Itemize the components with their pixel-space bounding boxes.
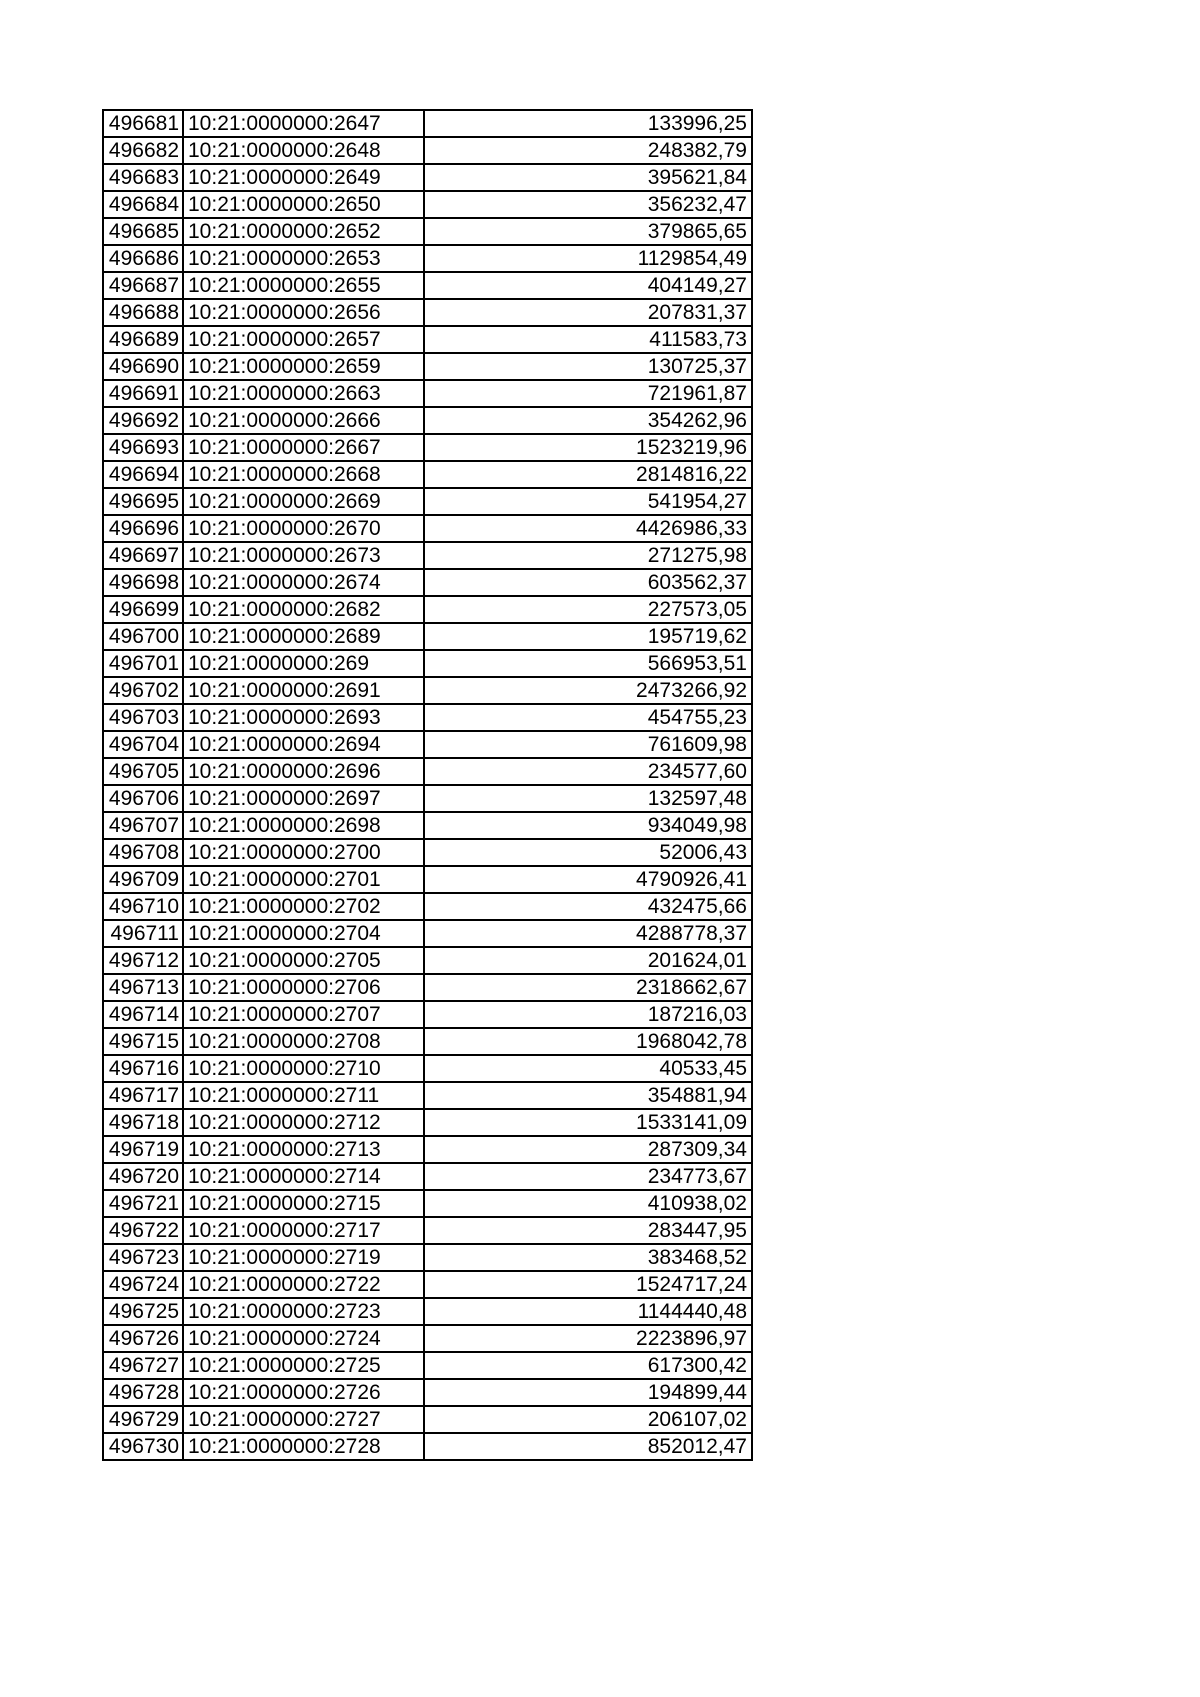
row-number-cell: 496685 (103, 218, 183, 245)
cadastral-number-cell: 10:21:0000000:2696 (183, 758, 424, 785)
table-row (103, 1217, 752, 1244)
cadastral-number-cell: 10:21:0000000:2673 (183, 542, 424, 569)
table-row (103, 488, 752, 515)
table-row (103, 353, 752, 380)
row-number-cell: 496721 (103, 1190, 183, 1217)
value-cell: 541954,27 (424, 488, 752, 515)
table-row (103, 542, 752, 569)
value-cell: 234577,60 (424, 758, 752, 785)
table-row (103, 1190, 752, 1217)
value-cell: 187216,03 (424, 1001, 752, 1028)
row-number-cell: 496707 (103, 812, 183, 839)
value-cell: 383468,52 (424, 1244, 752, 1271)
table-row (103, 947, 752, 974)
row-number-cell: 496701 (103, 650, 183, 677)
table-row (103, 1001, 752, 1028)
row-number-cell: 496694 (103, 461, 183, 488)
table-row (103, 704, 752, 731)
cadastral-number-cell: 10:21:0000000:2657 (183, 326, 424, 353)
value-cell: 1968042,78 (424, 1028, 752, 1055)
value-cell: 2318662,67 (424, 974, 752, 1001)
cadastral-number-cell: 10:21:0000000:2728 (183, 1433, 424, 1460)
value-cell: 761609,98 (424, 731, 752, 758)
cadastral-number-cell: 10:21:0000000:2652 (183, 218, 424, 245)
cadastral-number-cell: 10:21:0000000:269 (183, 650, 424, 677)
cadastral-number-cell: 10:21:0000000:2697 (183, 785, 424, 812)
table-row (103, 1109, 752, 1136)
value-cell: 132597,48 (424, 785, 752, 812)
cadastral-number-cell: 10:21:0000000:2706 (183, 974, 424, 1001)
table-row (103, 1379, 752, 1406)
table-row (103, 974, 752, 1001)
cadastral-number-cell: 10:21:0000000:2682 (183, 596, 424, 623)
cadastral-number-cell: 10:21:0000000:2713 (183, 1136, 424, 1163)
value-cell: 721961,87 (424, 380, 752, 407)
row-number-cell: 496700 (103, 623, 183, 650)
table-row (103, 1433, 752, 1460)
cadastral-number-cell: 10:21:0000000:2659 (183, 353, 424, 380)
value-cell: 410938,02 (424, 1190, 752, 1217)
cadastral-number-cell: 10:21:0000000:2705 (183, 947, 424, 974)
table-row (103, 785, 752, 812)
row-number-cell: 496724 (103, 1271, 183, 1298)
cadastral-number-cell: 10:21:0000000:2726 (183, 1379, 424, 1406)
cadastral-number-cell: 10:21:0000000:2714 (183, 1163, 424, 1190)
data-table (102, 109, 753, 1461)
table-row (103, 677, 752, 704)
table-row (103, 1163, 752, 1190)
row-number-cell: 496697 (103, 542, 183, 569)
row-number-cell: 496725 (103, 1298, 183, 1325)
table-row (103, 1325, 752, 1352)
value-cell: 1524717,24 (424, 1271, 752, 1298)
row-number-cell: 496715 (103, 1028, 183, 1055)
value-cell: 283447,95 (424, 1217, 752, 1244)
row-number-cell: 496726 (103, 1325, 183, 1352)
row-number-cell: 496714 (103, 1001, 183, 1028)
table-row (103, 650, 752, 677)
value-cell: 1523219,96 (424, 434, 752, 461)
row-number-cell: 496688 (103, 299, 183, 326)
value-cell: 287309,34 (424, 1136, 752, 1163)
value-cell: 195719,62 (424, 623, 752, 650)
row-number-cell: 496730 (103, 1433, 183, 1460)
table-row (103, 623, 752, 650)
table-row (103, 1028, 752, 1055)
table-row (103, 731, 752, 758)
row-number-cell: 496728 (103, 1379, 183, 1406)
cadastral-number-cell: 10:21:0000000:2698 (183, 812, 424, 839)
row-number-cell: 496703 (103, 704, 183, 731)
table-row (103, 137, 752, 164)
table-row (103, 110, 752, 137)
cadastral-number-cell: 10:21:0000000:2667 (183, 434, 424, 461)
value-cell: 4426986,33 (424, 515, 752, 542)
cadastral-number-cell: 10:21:0000000:2724 (183, 1325, 424, 1352)
value-cell: 206107,02 (424, 1406, 752, 1433)
cadastral-number-cell: 10:21:0000000:2653 (183, 245, 424, 272)
value-cell: 2814816,22 (424, 461, 752, 488)
value-cell: 379865,65 (424, 218, 752, 245)
cadastral-number-cell: 10:21:0000000:2656 (183, 299, 424, 326)
row-number-cell: 496691 (103, 380, 183, 407)
value-cell: 201624,01 (424, 947, 752, 974)
cadastral-number-cell: 10:21:0000000:2648 (183, 137, 424, 164)
cadastral-number-cell: 10:21:0000000:2693 (183, 704, 424, 731)
row-number-cell: 496717 (103, 1082, 183, 1109)
cadastral-number-cell: 10:21:0000000:2704 (183, 920, 424, 947)
table-row (103, 380, 752, 407)
value-cell: 234773,67 (424, 1163, 752, 1190)
table-row (103, 920, 752, 947)
row-number-cell: 496690 (103, 353, 183, 380)
value-cell: 2223896,97 (424, 1325, 752, 1352)
value-cell: 404149,27 (424, 272, 752, 299)
cadastral-number-cell: 10:21:0000000:2723 (183, 1298, 424, 1325)
table-row (103, 893, 752, 920)
cadastral-number-cell: 10:21:0000000:2666 (183, 407, 424, 434)
cadastral-number-cell: 10:21:0000000:2722 (183, 1271, 424, 1298)
row-number-cell: 496696 (103, 515, 183, 542)
cadastral-number-cell: 10:21:0000000:2669 (183, 488, 424, 515)
row-number-cell: 496710 (103, 893, 183, 920)
cadastral-number-cell: 10:21:0000000:2700 (183, 839, 424, 866)
cadastral-number-cell: 10:21:0000000:2670 (183, 515, 424, 542)
table-row (103, 1271, 752, 1298)
cadastral-number-cell: 10:21:0000000:2649 (183, 164, 424, 191)
row-number-cell: 496699 (103, 596, 183, 623)
row-number-cell: 496683 (103, 164, 183, 191)
cadastral-number-cell: 10:21:0000000:2717 (183, 1217, 424, 1244)
value-cell: 354262,96 (424, 407, 752, 434)
cadastral-number-cell: 10:21:0000000:2650 (183, 191, 424, 218)
row-number-cell: 496719 (103, 1136, 183, 1163)
row-number-cell: 496708 (103, 839, 183, 866)
cadastral-number-cell: 10:21:0000000:2701 (183, 866, 424, 893)
table-row (103, 191, 752, 218)
row-number-cell: 496720 (103, 1163, 183, 1190)
row-number-cell: 496692 (103, 407, 183, 434)
row-number-cell: 496687 (103, 272, 183, 299)
row-number-cell: 496684 (103, 191, 183, 218)
row-number-cell: 496729 (103, 1406, 183, 1433)
value-cell: 207831,37 (424, 299, 752, 326)
value-cell: 1533141,09 (424, 1109, 752, 1136)
table-row (103, 839, 752, 866)
value-cell: 130725,37 (424, 353, 752, 380)
table-row (103, 407, 752, 434)
cadastral-number-cell: 10:21:0000000:2663 (183, 380, 424, 407)
table-row (103, 1352, 752, 1379)
table-row (103, 299, 752, 326)
cadastral-number-cell: 10:21:0000000:2691 (183, 677, 424, 704)
row-number-cell: 496682 (103, 137, 183, 164)
cadastral-number-cell: 10:21:0000000:2668 (183, 461, 424, 488)
table-row (103, 596, 752, 623)
row-number-cell: 496713 (103, 974, 183, 1001)
row-number-cell: 496727 (103, 1352, 183, 1379)
value-cell: 354881,94 (424, 1082, 752, 1109)
cadastral-number-cell: 10:21:0000000:2689 (183, 623, 424, 650)
table-row (103, 866, 752, 893)
table-row (103, 326, 752, 353)
value-cell: 617300,42 (424, 1352, 752, 1379)
table-row (103, 272, 752, 299)
value-cell: 356232,47 (424, 191, 752, 218)
value-cell: 4790926,41 (424, 866, 752, 893)
cadastral-number-cell: 10:21:0000000:2647 (183, 110, 424, 137)
cadastral-number-cell: 10:21:0000000:2694 (183, 731, 424, 758)
row-number-cell: 496693 (103, 434, 183, 461)
table-row (103, 1055, 752, 1082)
value-cell: 934049,98 (424, 812, 752, 839)
row-number-cell: 496689 (103, 326, 183, 353)
row-number-cell: 496695 (103, 488, 183, 515)
value-cell: 395621,84 (424, 164, 752, 191)
row-number-cell: 496711 (103, 920, 183, 947)
value-cell: 432475,66 (424, 893, 752, 920)
row-number-cell: 496709 (103, 866, 183, 893)
value-cell: 40533,45 (424, 1055, 752, 1082)
cadastral-number-cell: 10:21:0000000:2710 (183, 1055, 424, 1082)
row-number-cell: 496686 (103, 245, 183, 272)
cadastral-number-cell: 10:21:0000000:2674 (183, 569, 424, 596)
value-cell: 227573,05 (424, 596, 752, 623)
row-number-cell: 496698 (103, 569, 183, 596)
table-row (103, 164, 752, 191)
value-cell: 52006,43 (424, 839, 752, 866)
table-row (103, 461, 752, 488)
cadastral-number-cell: 10:21:0000000:2708 (183, 1028, 424, 1055)
row-number-cell: 496712 (103, 947, 183, 974)
value-cell: 454755,23 (424, 704, 752, 731)
table-row (103, 1298, 752, 1325)
table-body (103, 110, 752, 1460)
value-cell: 4288778,37 (424, 920, 752, 947)
row-number-cell: 496706 (103, 785, 183, 812)
table-row (103, 758, 752, 785)
table-row (103, 434, 752, 461)
cadastral-number-cell: 10:21:0000000:2655 (183, 272, 424, 299)
row-number-cell: 496702 (103, 677, 183, 704)
table-row (103, 515, 752, 542)
table-row (103, 1082, 752, 1109)
row-number-cell: 496716 (103, 1055, 183, 1082)
value-cell: 194899,44 (424, 1379, 752, 1406)
row-number-cell: 496723 (103, 1244, 183, 1271)
value-cell: 603562,37 (424, 569, 752, 596)
table-row (103, 218, 752, 245)
row-number-cell: 496718 (103, 1109, 183, 1136)
value-cell: 1144440,48 (424, 1298, 752, 1325)
table-row (103, 1406, 752, 1433)
table-row (103, 812, 752, 839)
cadastral-number-cell: 10:21:0000000:2711 (183, 1082, 424, 1109)
value-cell: 852012,47 (424, 1433, 752, 1460)
table-row (103, 1244, 752, 1271)
value-cell: 1129854,49 (424, 245, 752, 272)
value-cell: 2473266,92 (424, 677, 752, 704)
cadastral-number-cell: 10:21:0000000:2715 (183, 1190, 424, 1217)
value-cell: 248382,79 (424, 137, 752, 164)
table-row (103, 245, 752, 272)
cadastral-number-cell: 10:21:0000000:2725 (183, 1352, 424, 1379)
row-number-cell: 496705 (103, 758, 183, 785)
cadastral-number-cell: 10:21:0000000:2727 (183, 1406, 424, 1433)
cadastral-number-cell: 10:21:0000000:2719 (183, 1244, 424, 1271)
value-cell: 411583,73 (424, 326, 752, 353)
row-number-cell: 496704 (103, 731, 183, 758)
table-row (103, 569, 752, 596)
row-number-cell: 496722 (103, 1217, 183, 1244)
table-row (103, 1136, 752, 1163)
value-cell: 566953,51 (424, 650, 752, 677)
cadastral-number-cell: 10:21:0000000:2707 (183, 1001, 424, 1028)
value-cell: 271275,98 (424, 542, 752, 569)
row-number-cell: 496681 (103, 110, 183, 137)
value-cell: 133996,25 (424, 110, 752, 137)
cadastral-number-cell: 10:21:0000000:2702 (183, 893, 424, 920)
cadastral-number-cell: 10:21:0000000:2712 (183, 1109, 424, 1136)
